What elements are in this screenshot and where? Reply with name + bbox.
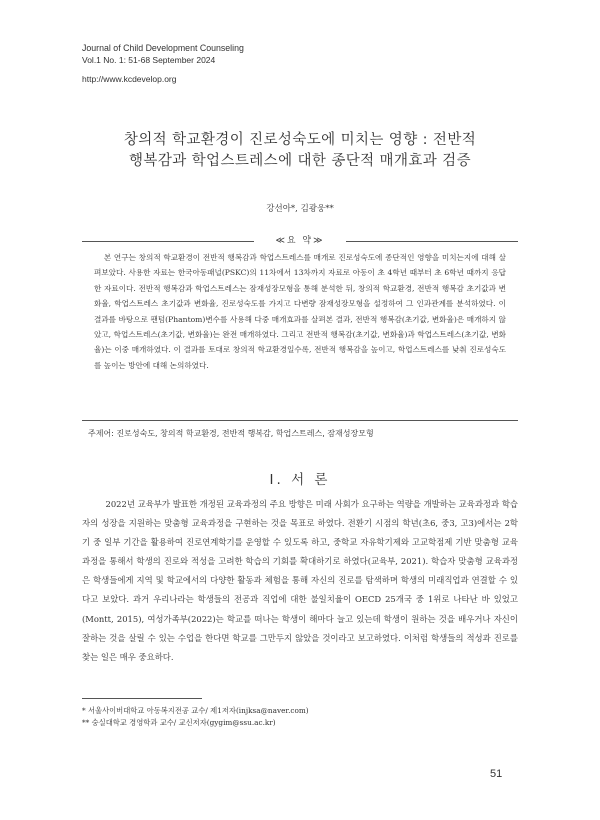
abstract-heading <box>82 234 518 248</box>
title-line-1: 창의적 학교환경이 진로성숙도에 미치는 영향 : 전반적 <box>123 132 477 148</box>
abstract-heading-label: ≪요 약≫ <box>275 236 325 246</box>
volume-info: Vol.1 No. 1: 51-68 September 2024 <box>82 55 216 65</box>
author-list: 강선아*, 김광웅** <box>266 204 334 214</box>
title-line-2: 행복감과 학업스트레스에 대한 종단적 매개효과 검증 <box>129 153 471 169</box>
body-paragraph: 2022년 교육부가 발표한 개정된 교육과정의 주요 방향은 미래 사회가 요구하는 역량을 개발하는 교육과정과 학습자의 성장을 지원하는 맞춤형 교육과정을 구현하는 것을 목표로 하였다. 전환기 시점의 학년(초6, 중3, 고3)에서는 2학기 중 일부 기간을 활용하여 진로연계학기를 운영할 수 있도록 하고, 중학교 자유학기제와 고교학점제 기반 맞춤형 교육과정을 통해서 학생의 진로와 적성을 고려한 학습의 기회를 확대하기로 하였다(교육부, 2021). 학습자 맞춤형 교육과정은 학생들에게 지역 및 학교에서의 다양한 활동과 체험을 통해 자신의 진로를 탐색하며 학생의 미래직업과 연결할 수 있다고 보았다. 과거 우리나라는 학생들의 전공과 직업에 대한 불일치율이 OECD 25개국 중 1위로 나타난 바 있었고(Montt, 2015), 여성가족부(2022)는 학교를 떠나는 학생이 해마다 늘고 있는데 학생이 원하는 것을 배우거나 자신이 잘하는 것을 살릴 수 있는 수업을 한다면 학교를 그만두지 않았을 것이라고 보고하였다. 이처럼 학생들의 적성과 진로를 찾는 일은 매우 중요하다. <box>82 499 518 662</box>
section-heading-introduction: Ⅰ. 서 론 <box>269 472 331 488</box>
keywords: 주제어: 진로성숙도, 창의적 학교환경, 전반적 행복감, 학업스트레스, 잠재성장모형 <box>88 429 374 438</box>
footnote-corresponding-author: ** 숭실대학교 경영학과 교수/ 교신저자(gygim@ssu.ac.kr) <box>82 718 276 727</box>
abstract-heading-rule-left <box>82 241 254 242</box>
footnote-rule <box>82 698 202 699</box>
footnotes <box>82 705 309 729</box>
paper-title <box>60 130 540 172</box>
journal-url[interactable]: http://www.kcdevelop.org <box>82 74 177 84</box>
journal-header <box>82 42 244 85</box>
page-number: 51 <box>490 768 503 780</box>
abstract-text: 본 연구는 창의적 학교환경이 전반적 행복감과 학업스트레스를 매개로 진로성숙도에 종단적인 영향을 미치는지에 대해 살펴보았다. 사용한 자료는 한국아동패널(PSKC)의 11차에서 13차까지 자료로 아동이 초 4학년 때부터 초 6학년 때까지 응답한 자료이다. 전반적 행복감과 학업스트레스는 잠재성장모형을 통해 분석한 뒤, 창의적 학교환경, 전반적 행복감 초기값과 변화율, 학업스트레스 초기값과 변화율, 진로성숙도를 가지고 다변량 잠재성장모형을 설정하여 그 인과관계를 분석하였다. 이 결과를 바탕으로 팬텀(Phantom)변수를 사용해 다중 매개효과를 살펴본 결과, 전반적 행복감(초기값, 변화율)은 매개하지 않았고, 학업스트레스(초기값, 변화율)는 완전 매개하였다. 그리고 전반적 행복감(초기값, 변화율)과 학업스트레스(초기값, 변화율)는 이중 매개하였다. 이 결과를 토대로 창의적 학교환경일수록, 전반적 행복감을 높이고, 학업스트레스를 낮춰 진로성숙도를 높이는 방안에 대해 논의하였다. <box>94 253 506 370</box>
abstract-heading-rule-right <box>346 241 518 242</box>
footnote-first-author: * 서울사이버대학교 아동복지전공 교수/ 제1저자(injksa@naver.com) <box>82 706 309 715</box>
abstract-bottom-rule <box>82 420 518 421</box>
journal-name: Journal of Child Development Counseling <box>82 43 244 53</box>
